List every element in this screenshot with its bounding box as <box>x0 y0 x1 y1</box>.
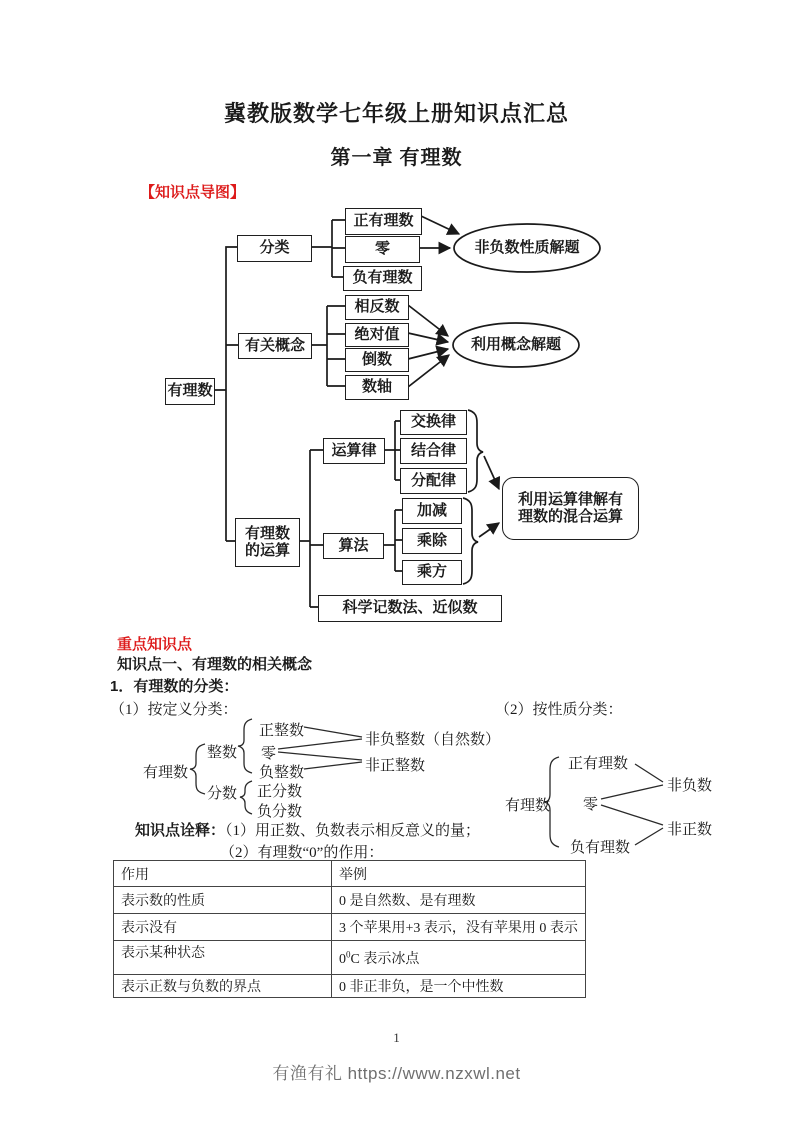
notes-line-2: （2）有理数“0”的作用： <box>220 845 384 861</box>
table-cell-role-3: 表示某种状态 <box>114 941 332 975</box>
map-node-operation-laws: 运算律 <box>323 438 385 464</box>
table-cell-role-1: 表示数的性质 <box>114 887 332 914</box>
map-node-absolute-value: 绝对值 <box>345 323 409 347</box>
map-node-concepts: 有关概念 <box>238 333 312 359</box>
def-diagram-fraction: 分数 <box>207 786 238 802</box>
map-node-positive-rational: 正有理数 <box>345 208 422 235</box>
page-title: 冀教版数学七年级上册知识点汇总 <box>223 101 569 126</box>
mindmap-section-label: 【知识点导图】 <box>140 184 246 201</box>
zero-usage-table <box>113 860 586 998</box>
table-cell-example-4: 0 非正非负，是一个中性数 <box>332 975 586 998</box>
table-cell-role-2: 表示没有 <box>114 914 332 941</box>
map-ellipse-concept-solving: 利用概念解题 <box>470 336 561 354</box>
table-row <box>114 914 586 941</box>
table-row <box>114 887 586 914</box>
prop-diagram-zero: 零 <box>583 797 599 813</box>
map-result-line2: 理数的混合运算 <box>517 507 623 525</box>
map-node-reciprocal: 倒数 <box>345 348 409 372</box>
table-row <box>114 941 586 975</box>
def-diagram-negative-integer: 负整数 <box>259 765 305 781</box>
prop-diagram-positive-rational: 正有理数 <box>568 756 629 772</box>
map-node-associative-law: 结合律 <box>400 438 467 464</box>
def-diagram-integer: 整数 <box>207 745 238 761</box>
zero-celsius-superscript: 0 <box>346 948 351 959</box>
prop-diagram-root: 有理数 <box>505 798 551 814</box>
map-node-power: 乘方 <box>402 560 462 585</box>
map-node-multiply-divide: 乘除 <box>402 528 462 554</box>
def-diagram-nonnegative-integers: 非负整数（自然数） <box>365 732 501 748</box>
item-1-title: 1．有理数的分类： <box>110 678 239 695</box>
notes-label: 知识点诠释： <box>135 822 226 839</box>
def-diagram-root: 有理数 <box>143 765 189 781</box>
table-header-row <box>114 861 586 887</box>
map-node-operations-line1: 有理数 <box>244 525 290 542</box>
prop-diagram-negative-rational: 负有理数 <box>570 840 631 856</box>
table-cell-example-2: 3 个苹果用+3 表示，没有苹果用 0 表示 <box>332 914 586 941</box>
def-diagram-nonpositive-integers: 非正整数 <box>365 758 426 774</box>
map-node-operations-line2: 的运算 <box>244 541 290 559</box>
def-diagram-negative-fraction: 负分数 <box>257 804 303 820</box>
def-diagram-positive-fraction: 正分数 <box>257 784 303 800</box>
table-cell-role-4: 表示正数与负数的界点 <box>114 975 332 998</box>
page-number: 1 <box>393 1030 400 1045</box>
notes-line1-text: （1）用正数、负数表示相反意义的量； <box>225 823 481 839</box>
table-row <box>114 975 586 998</box>
key-points-label: 重点知识点 <box>117 636 193 653</box>
map-node-negative-rational: 负有理数 <box>343 266 422 291</box>
notes-line-1 <box>135 819 480 840</box>
table-cell-example-3 <box>332 941 586 975</box>
map-node-opposite-number: 相反数 <box>345 295 409 320</box>
zero-celsius-base: 0 <box>339 951 346 967</box>
map-ellipse-nonnegative-solving: 非负数性质解题 <box>474 239 580 257</box>
prop-diagram-nonnegative: 非负数 <box>667 778 713 794</box>
by-definition-label: （1）按定义分类： <box>110 702 238 718</box>
map-node-mixed-operations-result <box>502 477 639 540</box>
map-node-commutative-law: 交换律 <box>400 410 467 435</box>
def-diagram-zero: 零 <box>261 746 277 762</box>
map-node-root: 有理数 <box>165 378 215 405</box>
table-header-example: 举例 <box>332 861 586 887</box>
map-node-zero: 零 <box>345 236 420 263</box>
def-diagram-positive-integer: 正整数 <box>259 723 305 739</box>
chapter-title: 第一章 有理数 <box>330 147 463 169</box>
by-property-label: （2）按性质分类： <box>495 702 623 718</box>
map-node-algorithms: 算法 <box>323 533 384 559</box>
prop-diagram-nonpositive: 非正数 <box>667 822 713 838</box>
map-node-classify: 分类 <box>237 235 312 262</box>
map-node-scientific-notation: 科学记数法、近似数 <box>318 595 502 622</box>
footer-watermark: 有渔有礼 https://www.nzxwl.net <box>272 1064 521 1083</box>
map-node-operations <box>235 518 300 567</box>
map-result-line1: 利用运算律解有 <box>517 491 623 508</box>
table-header-role: 作用 <box>114 861 332 887</box>
map-node-number-axis: 数轴 <box>345 375 409 400</box>
table-cell-example-1: 0 是自然数、是有理数 <box>332 887 586 914</box>
map-node-distributive-law: 分配律 <box>400 468 467 494</box>
map-node-add-subtract: 加减 <box>402 498 462 524</box>
zero-celsius-rest: C 表示冰点 <box>350 951 420 967</box>
knowledge-point-1-title: 知识点一、有理数的相关概念 <box>117 656 313 673</box>
